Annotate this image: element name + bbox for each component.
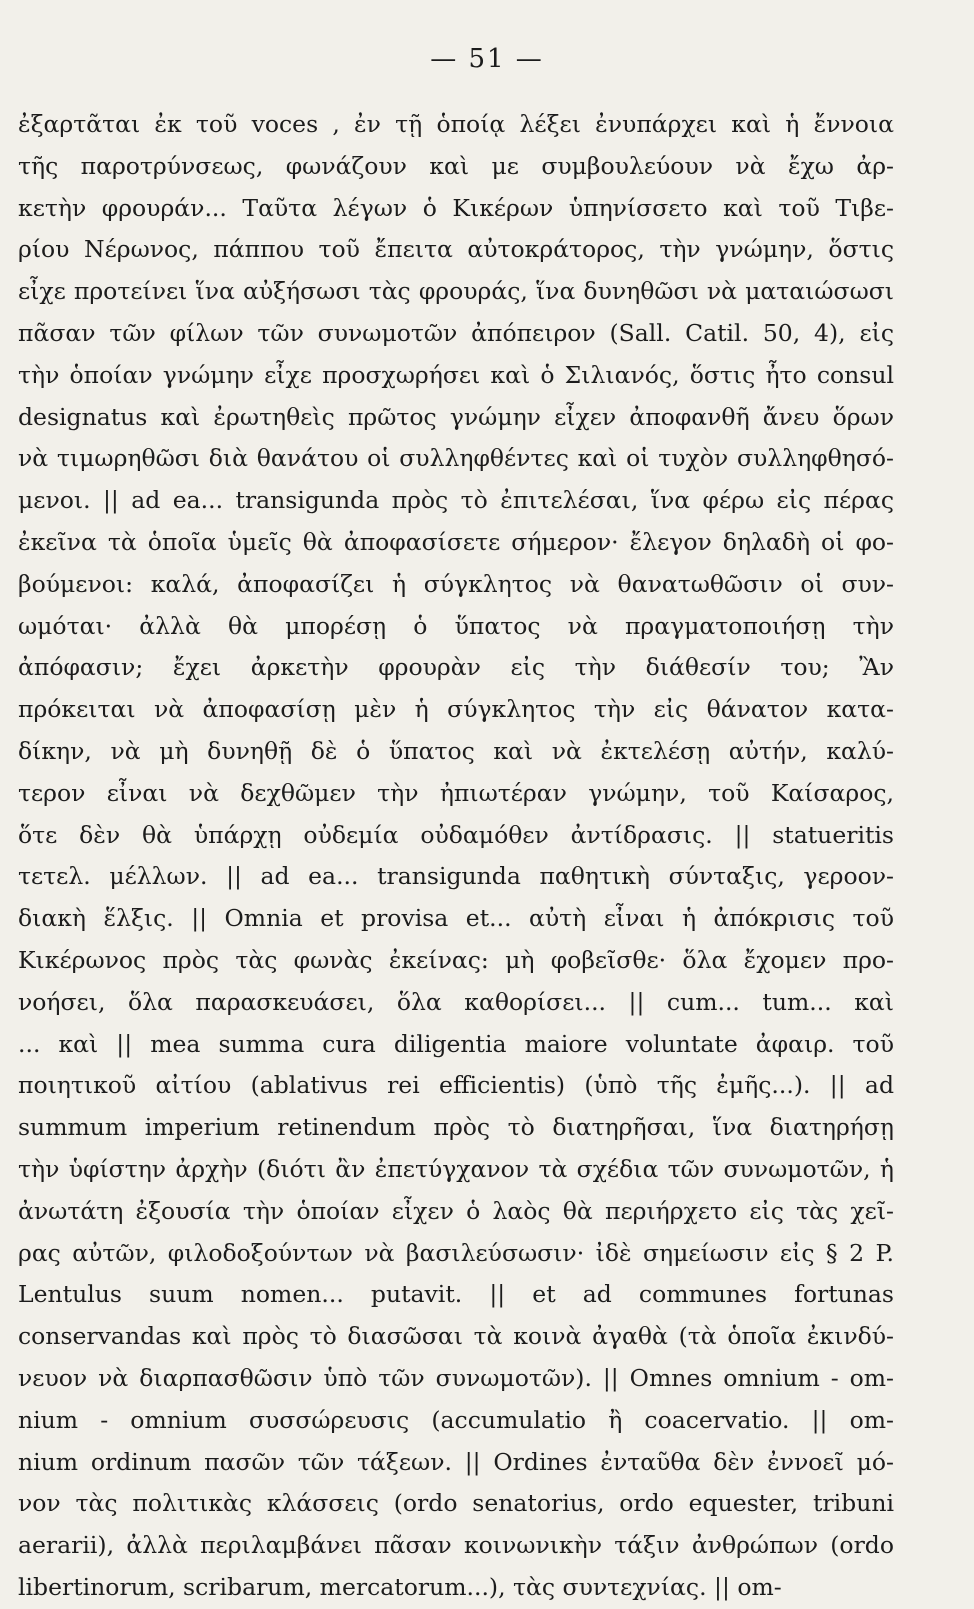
text-line: νὰ τιμωρηθῶσι διὰ θανάτου οἱ συλληφθέντες καὶ οἱ τυχὸν συλληφθησό- — [18, 444, 894, 473]
text-line: κετὴν φρουράν... Ταῦτα λέγων ὁ Κικέρων ὑπηνίσσετο καὶ τοῦ Τιβε- — [18, 193, 894, 222]
text-line: τετελ. μέλλων. || ad ea... transigunda παθητικὴ σύνταξις, γεροον- — [18, 862, 894, 891]
text-body — [18, 104, 894, 1609]
text-line: μενοι. || ad ea... transigunda πρὸς τὸ ἐπιτελέσαι, ἵνα φέρω εἰς πέρας — [18, 486, 894, 515]
text-line: τὴν ὑφίστην ἀρχὴν (διότι ἂν ἐπετύγχανον τὰ σχέδια τῶν συνωμοτῶν, ἡ — [18, 1154, 894, 1183]
text-line: ἀπόφασιν; ἔχει ἀρκετὴν φρουρὰν εἰς τὴν διάθεσίν του; Ἂν — [18, 653, 894, 682]
text-line: Κικέρωνος πρὸς τὰς φωνὰς ἐκείνας: μὴ φοβεῖσθε· ὅλα ἔχομεν προ- — [18, 945, 894, 974]
text-line: designatus καὶ ἐρωτηθεὶς πρῶτος γνώμην εἶχεν ἀποφανθῆ ἄνευ ὅρων — [18, 402, 894, 431]
text-line: νοήσει, ὅλα παρασκευάσει, ὅλα καθορίσει... || cum... tum... καὶ — [18, 987, 894, 1016]
text-line: ἐξαρτᾶται ἐκ τοῦ voces , ἐν τῇ ὁποίᾳ λέξει ἐνυπάρχει καὶ ἡ ἔννοια — [18, 110, 894, 138]
text-line: διακὴ ἕλξις. || Omnia et provisa et... αὐτὴ εἶναι ἡ ἀπόκρισις τοῦ — [18, 904, 894, 933]
text-line: ρίου Νέρωνος, πάππου τοῦ ἔπειτα αὐτοκράτορος, τὴν γνώμην, ὅστις — [18, 235, 894, 264]
text-line: τερον εἶναι νὰ δεχθῶμεν τὴν ἠπιωτέραν γνώμην, τοῦ Καίσαρος, — [18, 778, 894, 807]
text-line: εἶχε προτείνει ἵνα αὐξήσωσι τὰς φρουράς, ἵνα δυνηθῶσι νὰ ματαιώσωσι — [18, 277, 894, 306]
text-line: Lentulus suum nomen... putavit. || et ad communes fortunas — [18, 1280, 894, 1309]
text-line: τὴν ὁποίαν γνώμην εἶχε προσχωρήσει καὶ ὁ Σιλιανός, ὅστις ἦτο consul — [18, 360, 894, 389]
text-line: ἐκεῖνα τὰ ὁποῖα ὑμεῖς θὰ ἀποφασίσετε σήμερον· ἔλεγον δηλαδὴ οἱ φο- — [18, 527, 894, 556]
text-line: ... καὶ || mea summa cura diligentia maiore voluntate ἀφαιρ. τοῦ — [18, 1029, 894, 1058]
page-number: — 51 — — [430, 44, 544, 74]
text-line: δίκην, νὰ μὴ δυνηθῇ δὲ ὁ ὕπατος καὶ νὰ ἐκτελέσῃ αὐτήν, καλύ- — [18, 736, 894, 765]
text-line: nium ordinum πασῶν τῶν τάξεων. || Ordines ἐνταῦθα δὲν ἐννοεῖ μό- — [18, 1447, 894, 1476]
text-line: ἀνωτάτη ἐξουσία τὴν ὁποίαν εἶχεν ὁ λαὸς θὰ περιήρχετο εἰς τὰς χεῖ- — [18, 1196, 894, 1225]
text-line: τῆς παροτρύνσεως, φωνάζουν καὶ με συμβουλεύουν νὰ ἔχω ἀρ- — [18, 151, 894, 180]
text-line: nium - omnium συσσώρευσις (accumulatio ἢ coacervatio. || om- — [18, 1405, 894, 1434]
text-line: ρας αὐτῶν, φιλοδοξούντων νὰ βασιλεύσωσιν· ἰδὲ σημείωσιν εἰς § 2 P. — [18, 1238, 894, 1267]
text-line: conservandas καὶ πρὸς τὸ διασῶσαι τὰ κοινὰ ἀγαθὰ (τὰ ὁποῖα ἐκινδύ- — [18, 1322, 894, 1351]
text-line: ποιητικοῦ αἰτίου (ablativus rei efficientis) (ὑπὸ τῆς ἐμῆς...). || ad — [18, 1071, 894, 1100]
text-line: πρόκειται νὰ ἀποφασίσῃ μὲν ἡ σύγκλητος τὴν εἰς θάνατον κατα- — [18, 695, 894, 724]
text-line: aerarii), ἀλλὰ περιλαμβάνει πᾶσαν κοινωνικὴν τάξιν ἀνθρώπων (ordo — [18, 1531, 894, 1560]
text-line: νευον νὰ διαρπασθῶσιν ὑπὸ τῶν συνωμοτῶν). || Omnes omnium - om- — [18, 1363, 894, 1392]
text-line: ὅτε δὲν θὰ ὑπάρχῃ οὐδεμία οὐδαμόθεν ἀντίδρασις. || statueritis — [18, 820, 894, 849]
text-line: ωμόται· ἀλλὰ θὰ μπορέσῃ ὁ ὕπατος νὰ πραγματοποιήσῃ τὴν — [18, 611, 894, 640]
text-line: νον τὰς πολιτικὰς κλάσσεις (ordo senatorius, ordo equester, tribuni — [18, 1489, 894, 1518]
text-line: libertinorum, scribarum, mercatorum...), τὰς συντεχνίας. || om- — [18, 1572, 782, 1601]
text-line: πᾶσαν τῶν φίλων τῶν συνωμοτῶν ἀπόπειρον (Sall. Catil. 50, 4), εἰς — [18, 318, 894, 347]
text-line: βούμενοι: καλά, ἀποφασίζει ἡ σύγκλητος νὰ θανατωθῶσιν οἱ συν- — [18, 569, 894, 598]
text-line: summum imperium retinendum πρὸς τὸ διατηρῆσαι, ἵνα διατηρήσῃ — [18, 1113, 894, 1142]
